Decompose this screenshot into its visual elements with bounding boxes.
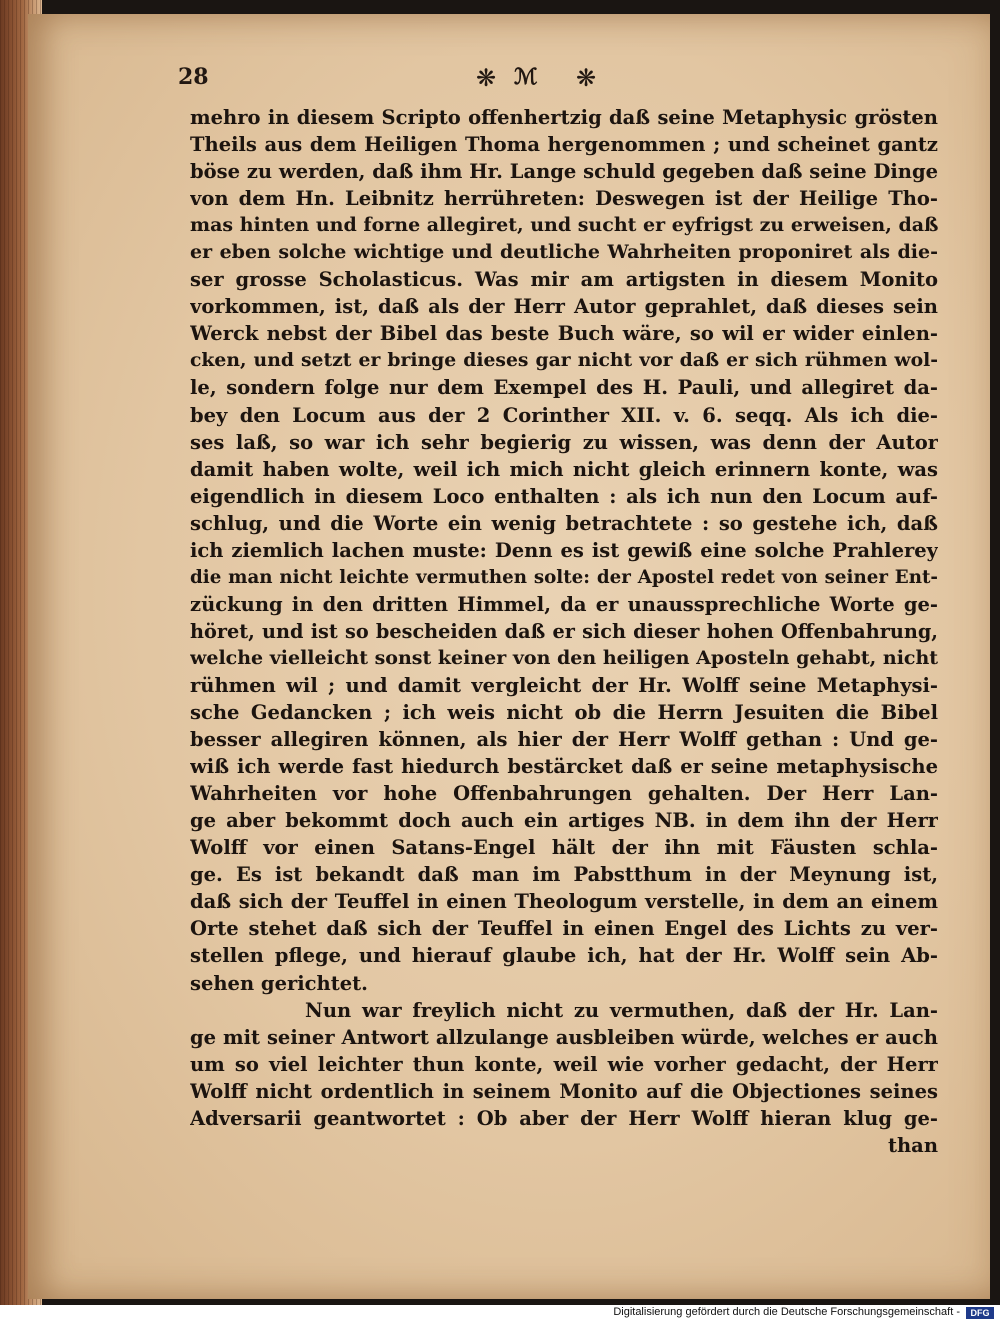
text-line: um so viel leichter thun konte, weil wie vorher gedacht, der Herr (190, 1052, 938, 1076)
text-line: böse zu werden, daß ihm Hr. Lange schuld gegeben daß seine Dinge (190, 160, 938, 184)
text-line: er eben solche wichtige und deutliche Wahrheiten proponiret als die- (190, 241, 938, 264)
text-line: Wolff nicht ordentlich in seinem Monito auf die Objectiones seines (190, 1079, 938, 1103)
body-text (190, 104, 938, 1159)
text-line: cken, und setzt er bringe dieses gar nicht vor daß er sich rühmen wol- (190, 349, 938, 372)
text-line: zückung in den dritten Himmel, da er unaussprechliche Worte ge- (190, 592, 938, 616)
text-line: damit haben wolte, weil ich mich nicht gleich erinnern konte, was (190, 457, 938, 481)
text-line: vorkommen, ist, daß als der Herr Autor geprahlet, daß dieses sein (190, 295, 938, 319)
paragraph-end-line: sehen gerichtet. (190, 971, 368, 995)
running-head: ℳ (514, 64, 540, 90)
text-line: welche vielleicht sonst keiner von den heiligen Aposteln gehabt, nicht (190, 646, 938, 669)
text-line: ge. Es ist bekandt daß man im Pabstthum in der Meynung ist, (190, 863, 938, 887)
text-line: daß sich der Teuffel in einen Theologum verstelle, in dem an einem (190, 890, 938, 914)
ornament-left-icon: ❋ (476, 64, 497, 92)
text-line: ser grosse Scholasticus. Was mir am artigsten in diesem Monito (190, 268, 938, 292)
paragraph-start-line: Nun war freylich nicht zu vermuthen, daß der Hr. Lan- (305, 998, 938, 1022)
text-line: rühmen wil ; und damit vergleicht der Hr. Wolff seine Metaphysi- (190, 673, 938, 697)
text-line: von dem Hn. Leibnitz herrühreten: Deswegen ist der Heilige Tho- (190, 187, 938, 211)
page-header (178, 62, 598, 96)
text-line: die man nicht leichte vermuthen solte: der Apostel redet von seiner Ent- (190, 566, 938, 588)
ornament-right-icon: ❋ (576, 64, 597, 92)
text-line: Orte stehet daß sich der Teuffel in einen Engel des Lichts zu ver- (190, 917, 938, 941)
footer-bar (0, 1305, 1000, 1321)
text-line: ge mit seiner Antwort allzulange ausbleiben würde, welches er auch (190, 1025, 938, 1049)
text-line: ich ziemlich lachen muste: Denn es ist gewiß eine solche Prahlerey (190, 538, 938, 562)
text-line: stellen pflege, und hierauf glaube ich, hat der Hr. Wolff sein Ab- (190, 944, 938, 968)
text-line: sche Gedancken ; ich weis nicht ob die Herrn Jesuiten die Bibel (190, 701, 938, 725)
text-line: bey den Locum aus der 2 Corinther XII. v. 6. seqq. Als ich die- (190, 403, 938, 427)
page-number: 28 (178, 64, 209, 90)
text-line: ses laß, so war ich sehr begierig zu wissen, was denn der Autor (190, 430, 938, 454)
text-line: wiß ich werde fast hiedurch bestärcket daß er seine metaphysische (190, 755, 938, 779)
catchword: than (888, 1133, 938, 1157)
text-line: ge aber bekommt doch auch ein artiges NB. in dem ihn der Herr (190, 809, 938, 833)
text-line: Werck nebst der Bibel das beste Buch wäre, so wil er wider einlen- (190, 322, 938, 346)
text-line: le, sondern folge nur dem Exempel des H. Pauli, und allegiret da- (190, 376, 938, 400)
text-line: Adversarii geantwortet : Ob aber der Herr Wolff hieran klug ge- (190, 1106, 938, 1130)
text-line: Wahrheiten vor hohe Offenbahrungen gehalten. Der Herr Lan- (190, 782, 938, 806)
text-line: eigendlich in diesem Loco enthalten : als ich nun den Locum auf- (190, 484, 938, 508)
text-line: Theils aus dem Heiligen Thoma hergenommen ; und scheinet gantz (190, 133, 938, 157)
text-line: Wolff vor einen Satans-Engel hält der ihn mit Fäusten schla- (190, 836, 938, 860)
text-line: höret, und ist so bescheiden daß er sich dieser hohen Offenbahrung, (190, 619, 938, 643)
text-line: mehro in diesem Scripto offenhertzig daß seine Metaphysic grösten (190, 106, 938, 129)
funding-credit: Digitalisierung gefördert durch die Deutsche Forschungsgemeinschaft - (613, 1306, 960, 1318)
text-line: mas hinten und forne allegiret, und sucht er eyfrigst zu erweisen, daß (190, 214, 938, 237)
text-line: schlug, und die Worte ein wenig betrachtete : so gestehe ich, daß (190, 511, 938, 535)
dfg-logo: DFG (966, 1307, 994, 1319)
text-line: besser allegiren können, als hier der Herr Wolff gethan : Und ge- (190, 728, 938, 752)
